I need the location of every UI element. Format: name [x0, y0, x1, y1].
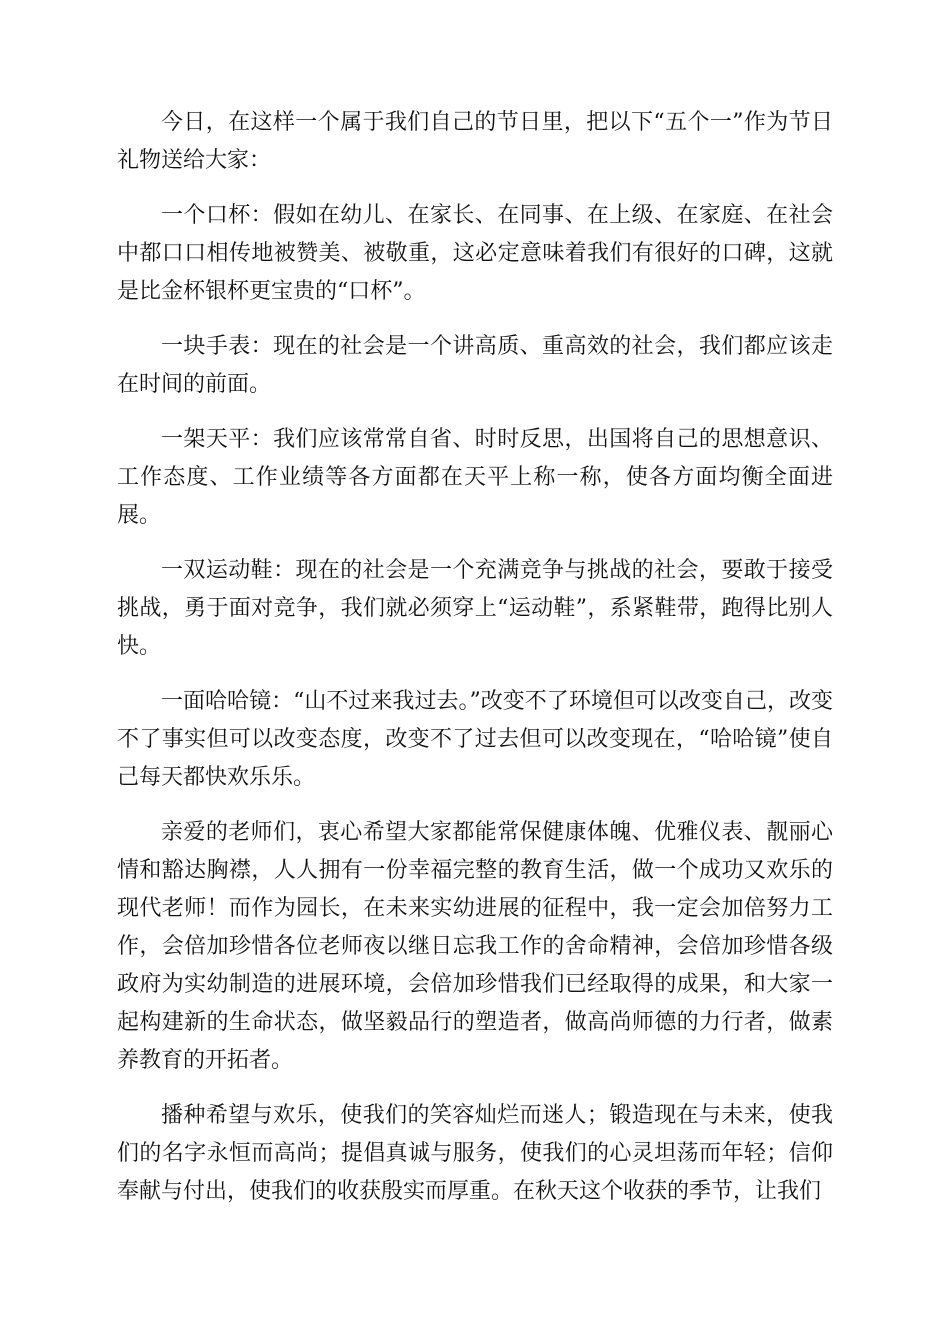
paragraph-teachers: 亲爱的老师们，衷心希望大家都能常保健康体魄、优雅仪表、靓丽心情和豁达胸襟，人人拥有一份幸福完整的教育生活，做一个成功又欢乐的现代老师！而作为园长，在未来实幼进展的征程中，我一定会加倍努力工作，会倍加珍惜各位老师夜以继日忘我工作的舍命精神，会倍加珍惜各级政府为实幼制造的进展环境，会倍加珍惜我们已经取得的成果，和大家一起构建新的生命状态，做坚毅品行的塑造者，做高尚师德的力行者，做素养教育的开拓者。	[117, 820, 833, 1073]
paragraph-watch: 一块手表：现在的社会是一个讲高质、重高效的社会，我们都应该走在时间的前面。	[117, 334, 833, 397]
paragraph-sneakers: 一双运动鞋：现在的社会是一个充满竞争与挑战的社会，要敢于接受挑战，勇于面对竞争，我们就必须穿上“运动鞋”，系紧鞋带，跑得比别人快。	[117, 558, 833, 659]
paragraph-mirror: 一面哈哈镜：“山不过来我过去。”改变不了环境但可以改变自己，改变不了事实但可以改变态度，改变不了过去但可以改变现在，“哈哈镜”使自己每天都快欢乐乐。	[117, 689, 833, 790]
paragraph-gifts-intro: 今日，在这样一个属于我们自己的节日里，把以下“五个一”作为节日礼物送给大家：	[117, 110, 833, 173]
document-page	[117, 104, 833, 1228]
paragraph-closing: 播种希望与欢乐，使我们的笑容灿烂而迷人；锻造现在与未来，使我们的名字永恒而高尚；提倡真诚与服务，使我们的心灵坦荡而年轻；信仰奉献与付出，使我们的收获殷实而厚重。在秋天这个收获的季节，让我们	[117, 1103, 833, 1204]
paragraph-cup: 一个口杯：假如在幼儿、在家长、在同事、在上级、在家庭、在社会中都口口相传地被赞美、被敬重，这必定意味着我们有很好的口碑，这就是比金杯银杯更宝贵的“口杯”。	[117, 203, 833, 304]
paragraph-scale: 一架天平：我们应该常常自省、时时反思，出国将自己的思想意识、工作态度、工作业绩等各方面都在天平上称一称，使各方面均衡全面进展。	[117, 427, 833, 528]
